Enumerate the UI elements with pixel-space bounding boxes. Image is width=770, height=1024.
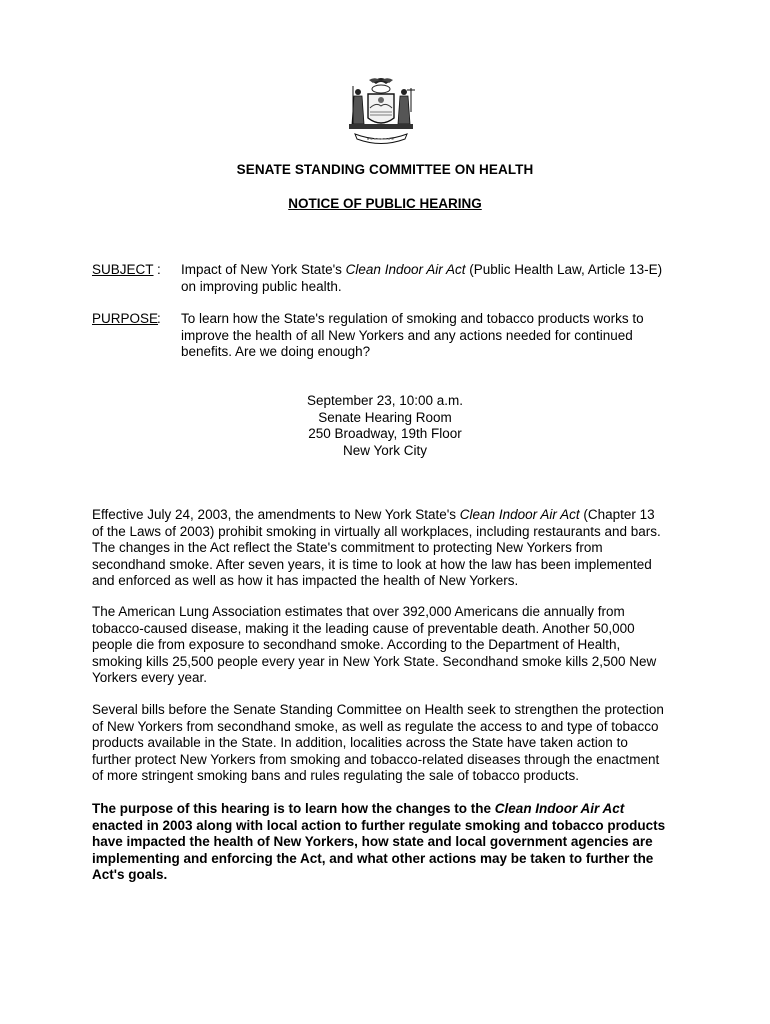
act-name: Clean Indoor Air Act xyxy=(459,507,580,522)
paragraph-text: The purpose of this hearing is to learn how the changes to the xyxy=(92,801,495,816)
subject-value xyxy=(181,262,681,295)
subject-label: SUBJECT xyxy=(92,262,154,277)
act-name: Clean Indoor Air Act xyxy=(494,801,625,816)
purpose-line: benefits. Are we doing enough? xyxy=(181,344,371,359)
purpose-line: To learn how the State's regulation of smoking and tobacco products works to xyxy=(181,311,644,326)
paragraph-line: have impacted the health of New Yorkers, how state and local government agencies are xyxy=(92,834,653,849)
paragraph-text: (Chapter 13 xyxy=(579,507,655,522)
subject-field xyxy=(92,262,692,296)
subject-act-name: Clean Indoor Air Act xyxy=(345,262,466,277)
paragraph-line: of the Laws of 2003) prohibit smoking in virtually all workplaces, including restaurants and bars. xyxy=(92,523,661,539)
paragraph-line: smoking kills 25,500 people every year in New York State. Secondhand smoke kills 2,500 New xyxy=(92,653,657,669)
paragraph-lung-association xyxy=(92,604,688,687)
hearing-city: New York City xyxy=(342,442,428,458)
hearing-room: Senate Hearing Room xyxy=(318,409,452,425)
paragraph-bills xyxy=(92,702,688,785)
paragraph-line: products available in the State. In addition, localities across the State have taken action to xyxy=(92,735,628,750)
new-york-state-seal-icon xyxy=(339,72,423,148)
purpose-field xyxy=(92,311,692,363)
subject-text-post: (Public Health Law, Article 13-E) xyxy=(465,262,663,277)
paragraph-hearing-purpose xyxy=(92,801,688,884)
purpose-label: PURPOSE xyxy=(92,311,159,326)
paragraph-line: further protect New Yorkers from smoking and tobacco-related diseases through the enactment xyxy=(92,751,660,767)
purpose-line: improve the health of all New Yorkers and any actions needed for continued xyxy=(181,327,633,343)
paragraph-line: The changes in the Act reflect the State's commitment to protecting New Yorkers from xyxy=(92,540,603,555)
subject-text-pre: Impact of New York State's xyxy=(181,262,346,277)
paragraph-line: The American Lung Association estimates that over 392,000 Americans die annually from xyxy=(92,604,625,619)
paragraph-line: Several bills before the Senate Standing Committee on Health seek to strengthen the protection xyxy=(92,702,664,717)
subject-text-line2: on improving public health. xyxy=(181,278,342,294)
hearing-address: 250 Broadway, 19th Floor xyxy=(308,426,462,441)
subject-colon: : xyxy=(157,262,161,277)
committee-title: SENATE STANDING COMMITTEE ON HEALTH xyxy=(236,162,534,177)
paragraph-line: secondhand smoke. After seven years, it is time to look at how the law has been implemented xyxy=(92,556,652,572)
paragraph-line: tobacco-caused disease, making it the leading cause of preventable death. Another 50,000 xyxy=(92,620,635,636)
paragraph-line: enacted in 2003 along with local action to further regulate smoking and tobacco products xyxy=(92,817,666,833)
hearing-details xyxy=(0,393,770,459)
purpose-value xyxy=(181,311,681,361)
paragraph-text: Effective July 24, 2003, the amendments to New York State's xyxy=(92,507,460,522)
paragraph-line: Yorkers every year. xyxy=(92,670,208,685)
notice-title: NOTICE OF PUBLIC HEARING xyxy=(288,196,482,211)
purpose-colon: : xyxy=(157,311,161,326)
paragraph-line: of New Yorkers from secondhand smoke, as well as regulate the access to and type of tobacco xyxy=(92,718,659,734)
paragraph-effective-date xyxy=(92,507,688,590)
hearing-date: September 23, 10:00 a.m. xyxy=(306,393,464,408)
paragraph-line: people die from exposure to secondhand smoke. According to the Department of Health, xyxy=(92,637,621,652)
paragraph-line: Act's goals. xyxy=(92,867,168,882)
paragraph-line: of more stringent smoking bans and rules regulating the sale of tobacco products. xyxy=(92,768,580,783)
paragraph-line: implementing and enforcing the Act, and what other actions may be taken to further the xyxy=(92,850,654,866)
paragraph-line: and enforced as well as how it has impacted the health of New Yorkers. xyxy=(92,573,519,588)
